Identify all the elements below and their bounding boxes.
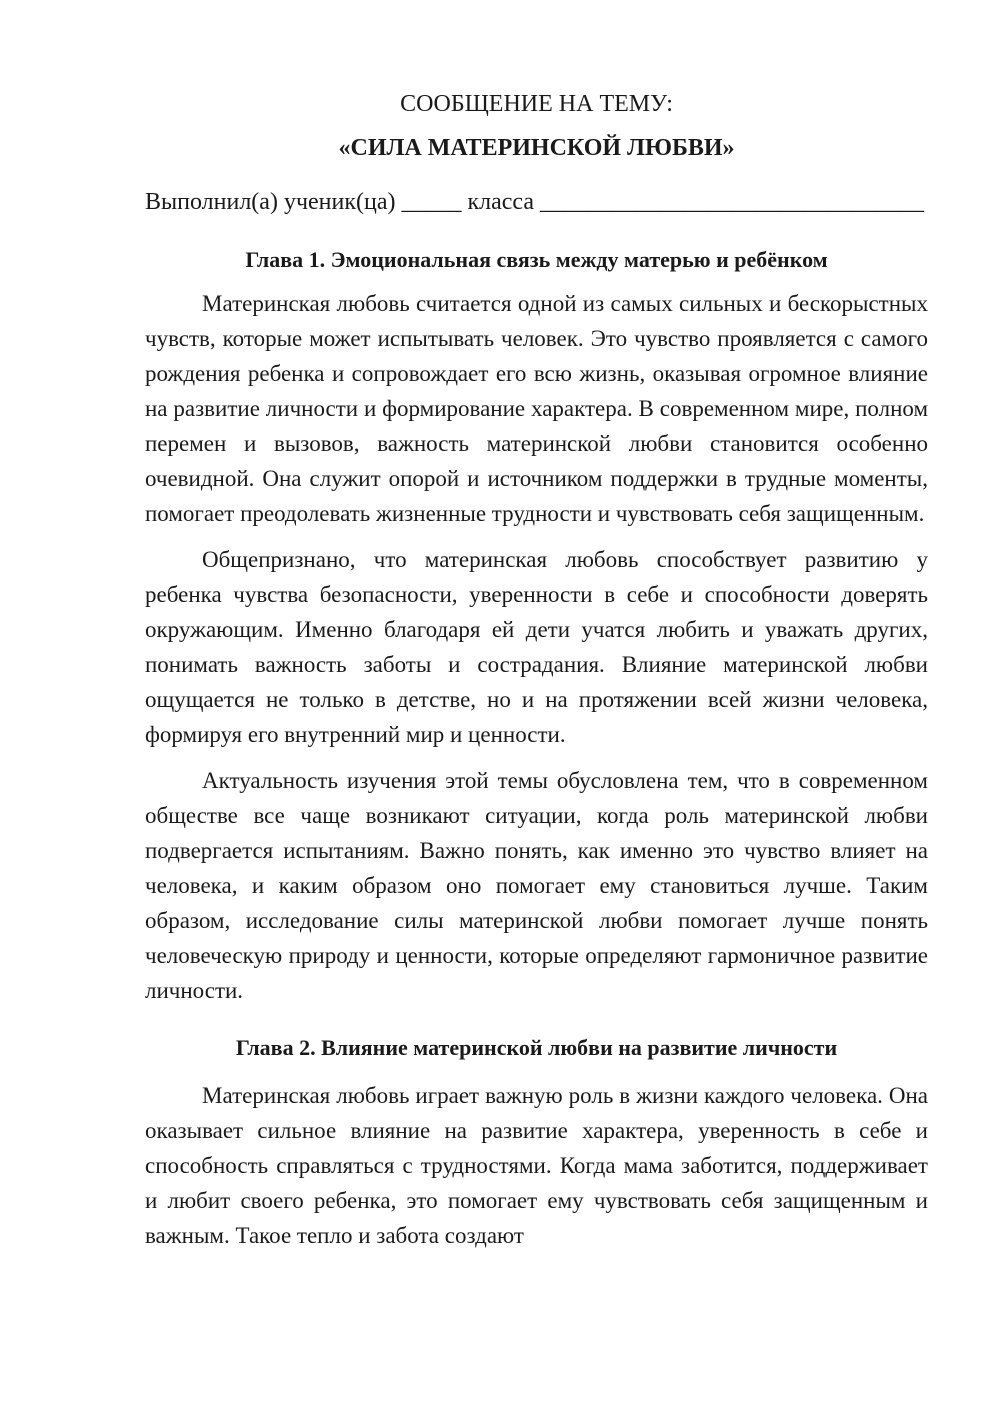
chapter-2-heading: Глава 2. Влияние материнской любви на развитие личности xyxy=(235,1035,838,1060)
chapter-1-heading: Глава 1. Эмоциональная связь между матерью и ребёнком xyxy=(245,247,828,272)
chapter-1-paragraph-3: Актуальность изучения этой темы обусловлена тем, что в современном обществе все чаще возникают ситуации, когда роль материнской любви подвергается испытаниям. Важно понять, как именно это чувство влияет на человека, и каким образом оно помогает ему становиться лучше. Таким образом, исследование силы материнской любви помогает лучше понять человеческую природу и ценности, которые определяют гармоничное развитие личности. xyxy=(145,768,928,1003)
document-page xyxy=(145,88,928,1253)
document-title-main: «СИЛА МАТЕРИНСКОЙ ЛЮБВИ» xyxy=(338,135,735,161)
chapter-1-paragraph-1: Материнская любовь считается одной из самых сильных и бескорыстных чувств, которые может испытывать человек. Это чувство проявляется с самого рождения ребенка и сопровождает его всю жизнь, оказывая огромное влияние на развитие личности и формирование характера. В современном мире, полном перемен и вызовов, важность материнской любви становится особенно очевидной. Она служит опорой и источником поддержки в трудные моменты, помогает преодолевать жизненные трудности и чувствовать себя защищенным. xyxy=(145,291,928,526)
chapter-2-paragraph-1: Материнская любовь играет важную роль в жизни каждого человека. Она оказывает сильное влияние на развитие характера, уверенность в себе и способность справляться с трудностями. Когда мама заботится, поддерживает и любит своего ребенка, это помогает ему чувствовать себя защищенным и важным. Такое тепло и забота создают xyxy=(145,1083,928,1248)
author-line: Выполнил(а) ученик(ца) _____ класса ________________________________ xyxy=(145,189,925,215)
document-title-topic: СООБЩЕНИЕ НА ТЕМУ: xyxy=(400,91,673,117)
chapter-1-paragraph-2: Общепризнано, что материнская любовь способствует развитию у ребенка чувства безопасности, уверенности в себе и способности доверять окружающим. Именно благодаря ей дети учатся любить и уважать других, понимать важность заботы и сострадания. Влияние материнской любви ощущается не только в детстве, но и на протяжении всей жизни человека, формируя его внутренний мир и ценности. xyxy=(145,547,928,747)
